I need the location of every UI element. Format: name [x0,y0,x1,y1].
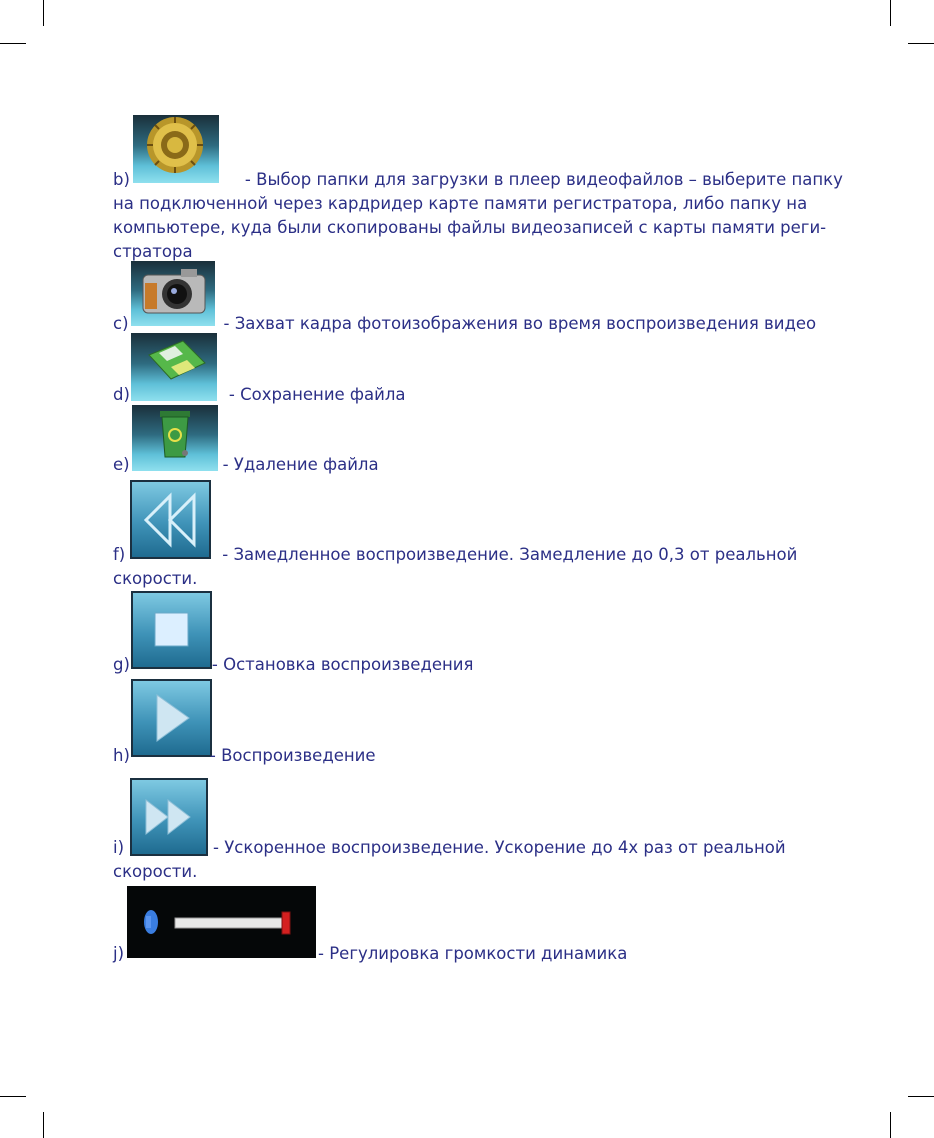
crop-mark [908,1096,934,1097]
item-description: - Ускоренное воспроизведение. Ускорение до 4х раз от реальной [213,838,786,857]
item-letter: g) [113,655,130,674]
item-description: - Замедленное воспроизведение. Замедление до 0,3 от реальной [222,545,798,564]
item-description: - Остановка воспроизведения [211,655,474,674]
item-letter: e) [113,455,130,474]
crop-mark [908,43,934,44]
item-b-line [113,168,843,192]
item-b-extra-2: компьютере, куда были скопированы файлы видеозаписей с карты памяти реги- [113,218,827,237]
crop-mark [0,43,26,44]
item-description: - Воспроизведение [209,746,376,765]
item-f-extra-1: скорости. [113,569,198,588]
item-letter: h) [113,746,130,765]
item-i-line [113,836,786,860]
item-d-line [113,383,406,407]
item-h-line [113,744,376,768]
item-letter: j) [113,944,125,963]
crop-mark [43,1112,44,1138]
item-description: - Захват кадра фотоизображения во время воспроизведения видео [223,314,817,333]
item-description: - Сохранение файла [228,385,406,404]
item-j-line [113,942,627,966]
item-description: - Выбор папки для загрузки в плеер видеофайлов – выберите папку [244,170,843,189]
item-description: - Удаление файла [222,455,379,474]
item-letter: i) [113,838,125,857]
item-letter: b) [113,170,130,189]
crop-mark [0,1096,26,1097]
item-c-line [113,312,816,336]
item-g-line [113,653,473,677]
item-e-line [113,453,379,477]
item-description: - Регулировка громкости динамика [318,944,628,963]
crop-mark [890,1112,891,1138]
item-f-line [113,543,797,567]
item-b-extra-1: на подключенной через кардридер карте памяти регистратора, либо папку на [113,194,808,213]
item-i-extra-1: скорости. [113,862,198,881]
item-letter: d) [113,385,130,404]
item-b-extra-3: стратора [113,242,193,261]
item-letter: c) [113,314,129,333]
crop-mark [890,0,891,26]
crop-mark [43,0,44,26]
item-letter: f) [113,545,126,564]
